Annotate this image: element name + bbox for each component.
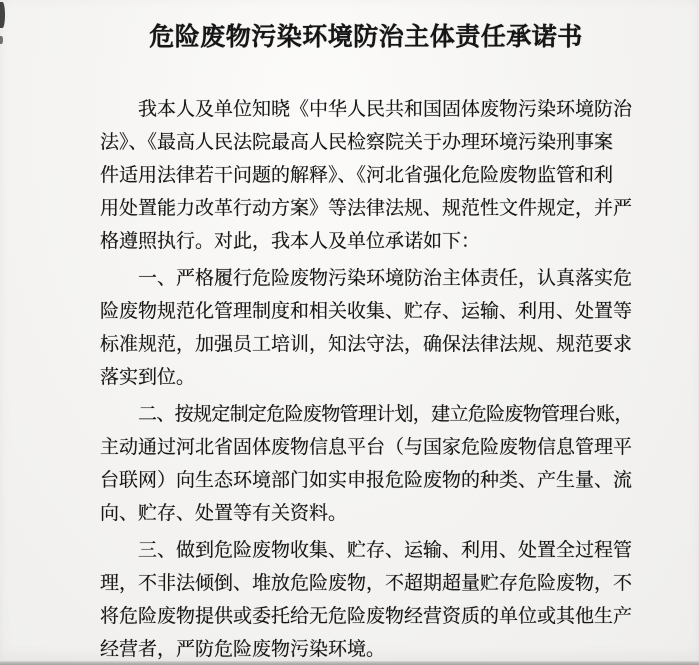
text-line: 险废物规范化管理制度和相关收集、贮存、运输、利用、处置等: [100, 301, 633, 322]
text-line: 主动通过河北省固体废物信息平台（与国家危险废物信息管理平: [100, 437, 633, 458]
document-title: 危险废物污染环境防治主体责任承诺书: [149, 24, 583, 51]
text-line: 法》、《最高人民法院最高人民检察院关于办理环境污染刑事案: [100, 132, 614, 153]
text-line: 将危险废物提供或委托给无危险废物经营资质的单位或其他生产: [100, 606, 633, 627]
text-line: 用处置能力改革行动方案》等法律法规、规范性文件规定，并严: [100, 198, 633, 219]
text-line: 经营者，严防危险废物污染环境。: [100, 639, 386, 660]
text-line: 格遵照执行。对此，我本人及单位承诺如下：: [100, 231, 481, 252]
document-body: [100, 93, 632, 665]
text-line: 向、贮存、处置等有关资料。: [100, 503, 348, 524]
text-line: 一、严格履行危险废物污染环境防治主体责任，认真落实危: [138, 268, 633, 289]
scan-edge-artifact-small: [0, 36, 3, 44]
paragraph: [100, 398, 632, 530]
text-line: 落实到位。: [100, 367, 196, 388]
scan-edge-artifact: [0, 2, 5, 28]
paragraph: [100, 534, 632, 665]
text-line: 台联网）向生态环境部门如实申报危险废物的种类、产生量、流: [100, 470, 633, 491]
text-line: 我本人及单位知晓《中华人民共和国固体废物污染环境防治: [138, 99, 633, 120]
text-line: 标准规范，加强员工培训，知法守法，确保法律法规、规范要求: [100, 334, 633, 355]
text-line: 二、按规定制定危险废物管理计划，建立危险废物管理台账，: [138, 404, 633, 425]
paragraph: [100, 93, 632, 258]
text-line: 理，不非法倾倒、堆放危险废物，不超期超量贮存危险废物，不: [100, 573, 633, 594]
text-line: 件适用法律若干问题的解释》、《河北省强化危险废物监管和利: [100, 165, 614, 186]
paragraph: [100, 262, 632, 394]
text-line: 三、做到危险废物收集、贮存、运输、利用、处置全过程管: [138, 540, 633, 561]
scanner-bottom-strip: [0, 661, 699, 665]
